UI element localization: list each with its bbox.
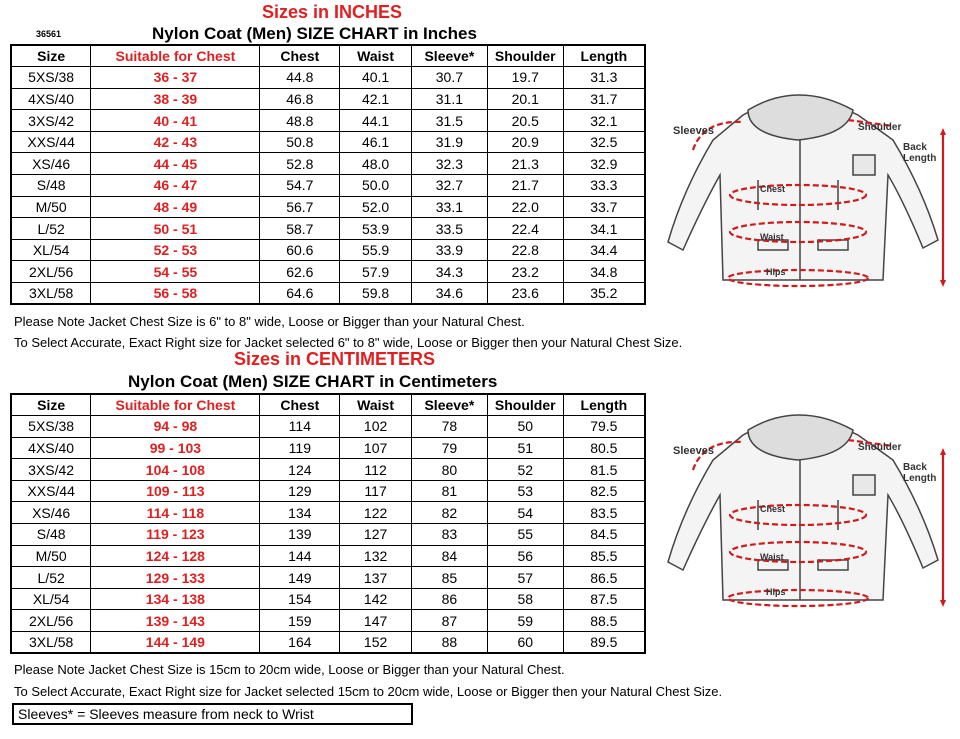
chest-cell: 48.8 — [260, 110, 340, 132]
size-cell: 3XL/58 — [11, 632, 91, 654]
inches-note-2: To Select Accurate, Exact Right size for Jacket selected 6" to 8" wide, Loose or Bigger then your Natural Chest Size. — [14, 335, 683, 350]
length-cell: 87.5 — [563, 588, 645, 610]
length-cell: 31.3 — [563, 67, 645, 89]
table-row — [11, 567, 645, 589]
chest-cell: 56.7 — [260, 196, 340, 218]
waist-cell: 102 — [340, 416, 412, 438]
label-shoulder: Shoulder — [858, 122, 902, 133]
shoulder-cell: 60 — [487, 632, 563, 654]
suitable-chest-cell: 46 - 47 — [91, 175, 260, 197]
column-header: Suitable for Chest — [91, 394, 260, 416]
suitable-chest-cell: 124 - 128 — [91, 545, 260, 567]
sleeve-cell: 33.5 — [411, 218, 487, 240]
column-header: Length — [563, 45, 645, 67]
chest-cell: 62.6 — [260, 261, 340, 283]
length-cell: 35.2 — [563, 283, 645, 305]
chest-cell: 44.8 — [260, 67, 340, 89]
shoulder-cell: 23.6 — [487, 283, 563, 305]
sleeve-cell: 79 — [411, 437, 487, 459]
length-cell: 34.1 — [563, 218, 645, 240]
shoulder-cell: 57 — [487, 567, 563, 589]
sleeve-cell: 33.1 — [411, 196, 487, 218]
shoulder-cell: 20.9 — [487, 131, 563, 153]
length-cell: 32.1 — [563, 110, 645, 132]
table-row — [11, 218, 645, 240]
table-row — [11, 502, 645, 524]
waist-cell: 44.1 — [340, 110, 412, 132]
shoulder-cell: 21.7 — [487, 175, 563, 197]
table-row — [11, 480, 645, 502]
label-length: Length — [903, 473, 937, 484]
sleeve-cell: 87 — [411, 610, 487, 632]
size-cell: 5XS/38 — [11, 67, 91, 89]
suitable-chest-cell: 38 - 39 — [91, 88, 260, 110]
length-cell: 84.5 — [563, 524, 645, 546]
size-cell: S/48 — [11, 175, 91, 197]
length-cell: 86.5 — [563, 567, 645, 589]
label-chest: Chest — [760, 184, 786, 194]
size-cell: 3XS/42 — [11, 459, 91, 481]
column-header: Shoulder — [487, 45, 563, 67]
table-row — [11, 283, 645, 305]
cm-size-table — [10, 393, 646, 654]
sleeve-cell: 32.7 — [411, 175, 487, 197]
waist-cell: 55.9 — [340, 239, 412, 261]
inches-section-title: Sizes in INCHES — [262, 2, 403, 22]
table-row — [11, 153, 645, 175]
size-cell: XS/46 — [11, 153, 91, 175]
column-header: Chest — [260, 394, 340, 416]
chest-cell: 46.8 — [260, 88, 340, 110]
shoulder-cell: 54 — [487, 502, 563, 524]
inches-chart-title: Nylon Coat (Men) SIZE CHART in Inches — [152, 24, 477, 43]
waist-cell: 132 — [340, 545, 412, 567]
size-cell: XXS/44 — [11, 480, 91, 502]
table-header-row — [11, 394, 645, 416]
waist-cell: 48.0 — [340, 153, 412, 175]
inches-note-1: Please Note Jacket Chest Size is 6" to 8" wide, Loose or Bigger than your Natural Chest. — [14, 314, 525, 329]
column-header: Size — [11, 45, 91, 67]
waist-cell: 142 — [340, 588, 412, 610]
size-cell: 3XS/42 — [11, 110, 91, 132]
table-row — [11, 632, 645, 654]
sleeve-cell: 80 — [411, 459, 487, 481]
suitable-chest-cell: 129 - 133 — [91, 567, 260, 589]
chest-cell: 60.6 — [260, 239, 340, 261]
column-header: Size — [11, 394, 91, 416]
size-cell: S/48 — [11, 524, 91, 546]
waist-cell: 137 — [340, 567, 412, 589]
size-cell: 2XL/56 — [11, 261, 91, 283]
table-row — [11, 67, 645, 89]
suitable-chest-cell: 114 - 118 — [91, 502, 260, 524]
chest-cell: 139 — [260, 524, 340, 546]
length-cell: 88.5 — [563, 610, 645, 632]
shoulder-cell: 22.4 — [487, 218, 563, 240]
sleeve-cell: 33.9 — [411, 239, 487, 261]
waist-cell: 59.8 — [340, 283, 412, 305]
size-cell: L/52 — [11, 567, 91, 589]
label-waist: Waist — [760, 232, 784, 242]
suitable-chest-cell: 119 - 123 — [91, 524, 260, 546]
shoulder-cell: 20.5 — [487, 110, 563, 132]
suitable-chest-cell: 99 - 103 — [91, 437, 260, 459]
size-cell: 3XL/58 — [11, 283, 91, 305]
suitable-chest-cell: 104 - 108 — [91, 459, 260, 481]
sleeve-cell: 78 — [411, 416, 487, 438]
chest-cell: 129 — [260, 480, 340, 502]
table-row — [11, 88, 645, 110]
chest-cell: 164 — [260, 632, 340, 654]
length-cell: 82.5 — [563, 480, 645, 502]
shoulder-cell: 53 — [487, 480, 563, 502]
suitable-chest-cell: 109 - 113 — [91, 480, 260, 502]
sleeve-cell: 31.9 — [411, 131, 487, 153]
label-back: Back — [903, 142, 927, 153]
sleeve-cell: 32.3 — [411, 153, 487, 175]
chest-cell: 134 — [260, 502, 340, 524]
chest-cell: 50.8 — [260, 131, 340, 153]
chest-cell: 114 — [260, 416, 340, 438]
suitable-chest-cell: 144 - 149 — [91, 632, 260, 654]
suitable-chest-cell: 50 - 51 — [91, 218, 260, 240]
waist-cell: 152 — [340, 632, 412, 654]
size-cell: 2XL/56 — [11, 610, 91, 632]
sleeve-cell: 30.7 — [411, 67, 487, 89]
waist-cell: 52.0 — [340, 196, 412, 218]
length-cell: 79.5 — [563, 416, 645, 438]
size-cell: 4XS/40 — [11, 437, 91, 459]
sleeve-cell: 31.5 — [411, 110, 487, 132]
sleeve-cell: 34.3 — [411, 261, 487, 283]
column-header: Sleeve* — [411, 45, 487, 67]
table-row — [11, 110, 645, 132]
shoulder-cell: 22.0 — [487, 196, 563, 218]
column-header: Chest — [260, 45, 340, 67]
table-row — [11, 459, 645, 481]
shoulder-cell: 59 — [487, 610, 563, 632]
table-row — [11, 610, 645, 632]
cm-note-1: Please Note Jacket Chest Size is 15cm to 20cm wide, Loose or Bigger than your Natural Chest. — [14, 662, 565, 677]
shoulder-cell: 51 — [487, 437, 563, 459]
shoulder-cell: 56 — [487, 545, 563, 567]
column-header: Waist — [340, 45, 412, 67]
table-row — [11, 239, 645, 261]
waist-cell: 107 — [340, 437, 412, 459]
shoulder-cell: 58 — [487, 588, 563, 610]
waist-cell: 127 — [340, 524, 412, 546]
label-sleeves: Sleeves — [673, 445, 714, 457]
label-back: Back — [903, 462, 927, 473]
column-header: Shoulder — [487, 394, 563, 416]
sleeves-legend: Sleeves* = Sleeves measure from neck to Wrist — [12, 703, 413, 725]
sleeve-cell: 86 — [411, 588, 487, 610]
waist-cell: 147 — [340, 610, 412, 632]
suitable-chest-cell: 42 - 43 — [91, 131, 260, 153]
table-row — [11, 196, 645, 218]
size-cell: XS/46 — [11, 502, 91, 524]
chest-cell: 144 — [260, 545, 340, 567]
column-header: Sleeve* — [411, 394, 487, 416]
length-cell: 81.5 — [563, 459, 645, 481]
column-header: Suitable for Chest — [91, 45, 260, 67]
size-cell: XXS/44 — [11, 131, 91, 153]
waist-cell: 117 — [340, 480, 412, 502]
shoulder-cell: 19.7 — [487, 67, 563, 89]
cm-note-2: To Select Accurate, Exact Right size for Jacket selected 15cm to 20cm wide, Loose or Bigger then your Natural Chest Size. — [14, 684, 723, 699]
waist-cell: 112 — [340, 459, 412, 481]
suitable-chest-cell: 48 - 49 — [91, 196, 260, 218]
table-row — [11, 437, 645, 459]
jacket-diagram-inches — [648, 80, 953, 290]
sleeve-cell: 85 — [411, 567, 487, 589]
shoulder-cell: 50 — [487, 416, 563, 438]
shoulder-cell: 21.3 — [487, 153, 563, 175]
label-waist: Waist — [760, 552, 784, 562]
suitable-chest-cell: 36 - 37 — [91, 67, 260, 89]
waist-cell: 42.1 — [340, 88, 412, 110]
inches-size-table — [10, 44, 646, 305]
waist-cell: 50.0 — [340, 175, 412, 197]
chest-cell: 52.8 — [260, 153, 340, 175]
column-header: Waist — [340, 394, 412, 416]
length-cell: 34.4 — [563, 239, 645, 261]
length-cell: 85.5 — [563, 545, 645, 567]
cm-chart-title: Nylon Coat (Men) SIZE CHART in Centimeters — [128, 372, 498, 391]
suitable-chest-cell: 134 - 138 — [91, 588, 260, 610]
size-cell: 4XS/40 — [11, 88, 91, 110]
shoulder-cell: 55 — [487, 524, 563, 546]
table-row — [11, 175, 645, 197]
size-cell: XL/54 — [11, 239, 91, 261]
size-cell: L/52 — [11, 218, 91, 240]
table-row — [11, 588, 645, 610]
waist-cell: 122 — [340, 502, 412, 524]
length-cell: 33.3 — [563, 175, 645, 197]
suitable-chest-cell: 56 - 58 — [91, 283, 260, 305]
size-cell: XL/54 — [11, 588, 91, 610]
table-header-row — [11, 45, 645, 67]
waist-cell: 46.1 — [340, 131, 412, 153]
label-length: Length — [903, 153, 937, 164]
sleeve-cell: 81 — [411, 480, 487, 502]
suitable-chest-cell: 44 - 45 — [91, 153, 260, 175]
chest-cell: 119 — [260, 437, 340, 459]
waist-cell: 57.9 — [340, 261, 412, 283]
label-chest: Chest — [760, 504, 786, 514]
shoulder-cell: 23.2 — [487, 261, 563, 283]
size-cell: M/50 — [11, 545, 91, 567]
table-row — [11, 545, 645, 567]
chest-cell: 154 — [260, 588, 340, 610]
column-header: Length — [563, 394, 645, 416]
waist-cell: 40.1 — [340, 67, 412, 89]
label-shoulder: Shoulder — [858, 442, 902, 453]
chest-cell: 54.7 — [260, 175, 340, 197]
suitable-chest-cell: 54 - 55 — [91, 261, 260, 283]
jacket-diagram-cm — [648, 400, 953, 610]
chest-cell: 159 — [260, 610, 340, 632]
table-row — [11, 416, 645, 438]
label-hips: Hips — [766, 267, 786, 277]
product-code: 36561 — [36, 29, 62, 39]
chest-cell: 149 — [260, 567, 340, 589]
size-cell: 5XS/38 — [11, 416, 91, 438]
suitable-chest-cell: 139 - 143 — [91, 610, 260, 632]
chest-cell: 64.6 — [260, 283, 340, 305]
sleeve-cell: 88 — [411, 632, 487, 654]
sleeve-cell: 84 — [411, 545, 487, 567]
length-cell: 32.9 — [563, 153, 645, 175]
length-cell: 33.7 — [563, 196, 645, 218]
table-row — [11, 131, 645, 153]
length-cell: 83.5 — [563, 502, 645, 524]
chest-cell: 124 — [260, 459, 340, 481]
shoulder-cell: 22.8 — [487, 239, 563, 261]
sleeve-cell: 31.1 — [411, 88, 487, 110]
suitable-chest-cell: 40 - 41 — [91, 110, 260, 132]
sleeve-cell: 83 — [411, 524, 487, 546]
length-cell: 31.7 — [563, 88, 645, 110]
length-cell: 89.5 — [563, 632, 645, 654]
label-hips: Hips — [766, 587, 786, 597]
length-cell: 32.5 — [563, 131, 645, 153]
suitable-chest-cell: 52 - 53 — [91, 239, 260, 261]
table-row — [11, 524, 645, 546]
length-cell: 80.5 — [563, 437, 645, 459]
length-cell: 34.8 — [563, 261, 645, 283]
table-row — [11, 261, 645, 283]
shoulder-cell: 20.1 — [487, 88, 563, 110]
size-cell: M/50 — [11, 196, 91, 218]
sleeve-cell: 82 — [411, 502, 487, 524]
shoulder-cell: 52 — [487, 459, 563, 481]
cm-section-title: Sizes in CENTIMETERS — [234, 349, 436, 369]
sleeve-cell: 34.6 — [411, 283, 487, 305]
label-sleeves: Sleeves — [673, 125, 714, 137]
waist-cell: 53.9 — [340, 218, 412, 240]
chest-cell: 58.7 — [260, 218, 340, 240]
suitable-chest-cell: 94 - 98 — [91, 416, 260, 438]
